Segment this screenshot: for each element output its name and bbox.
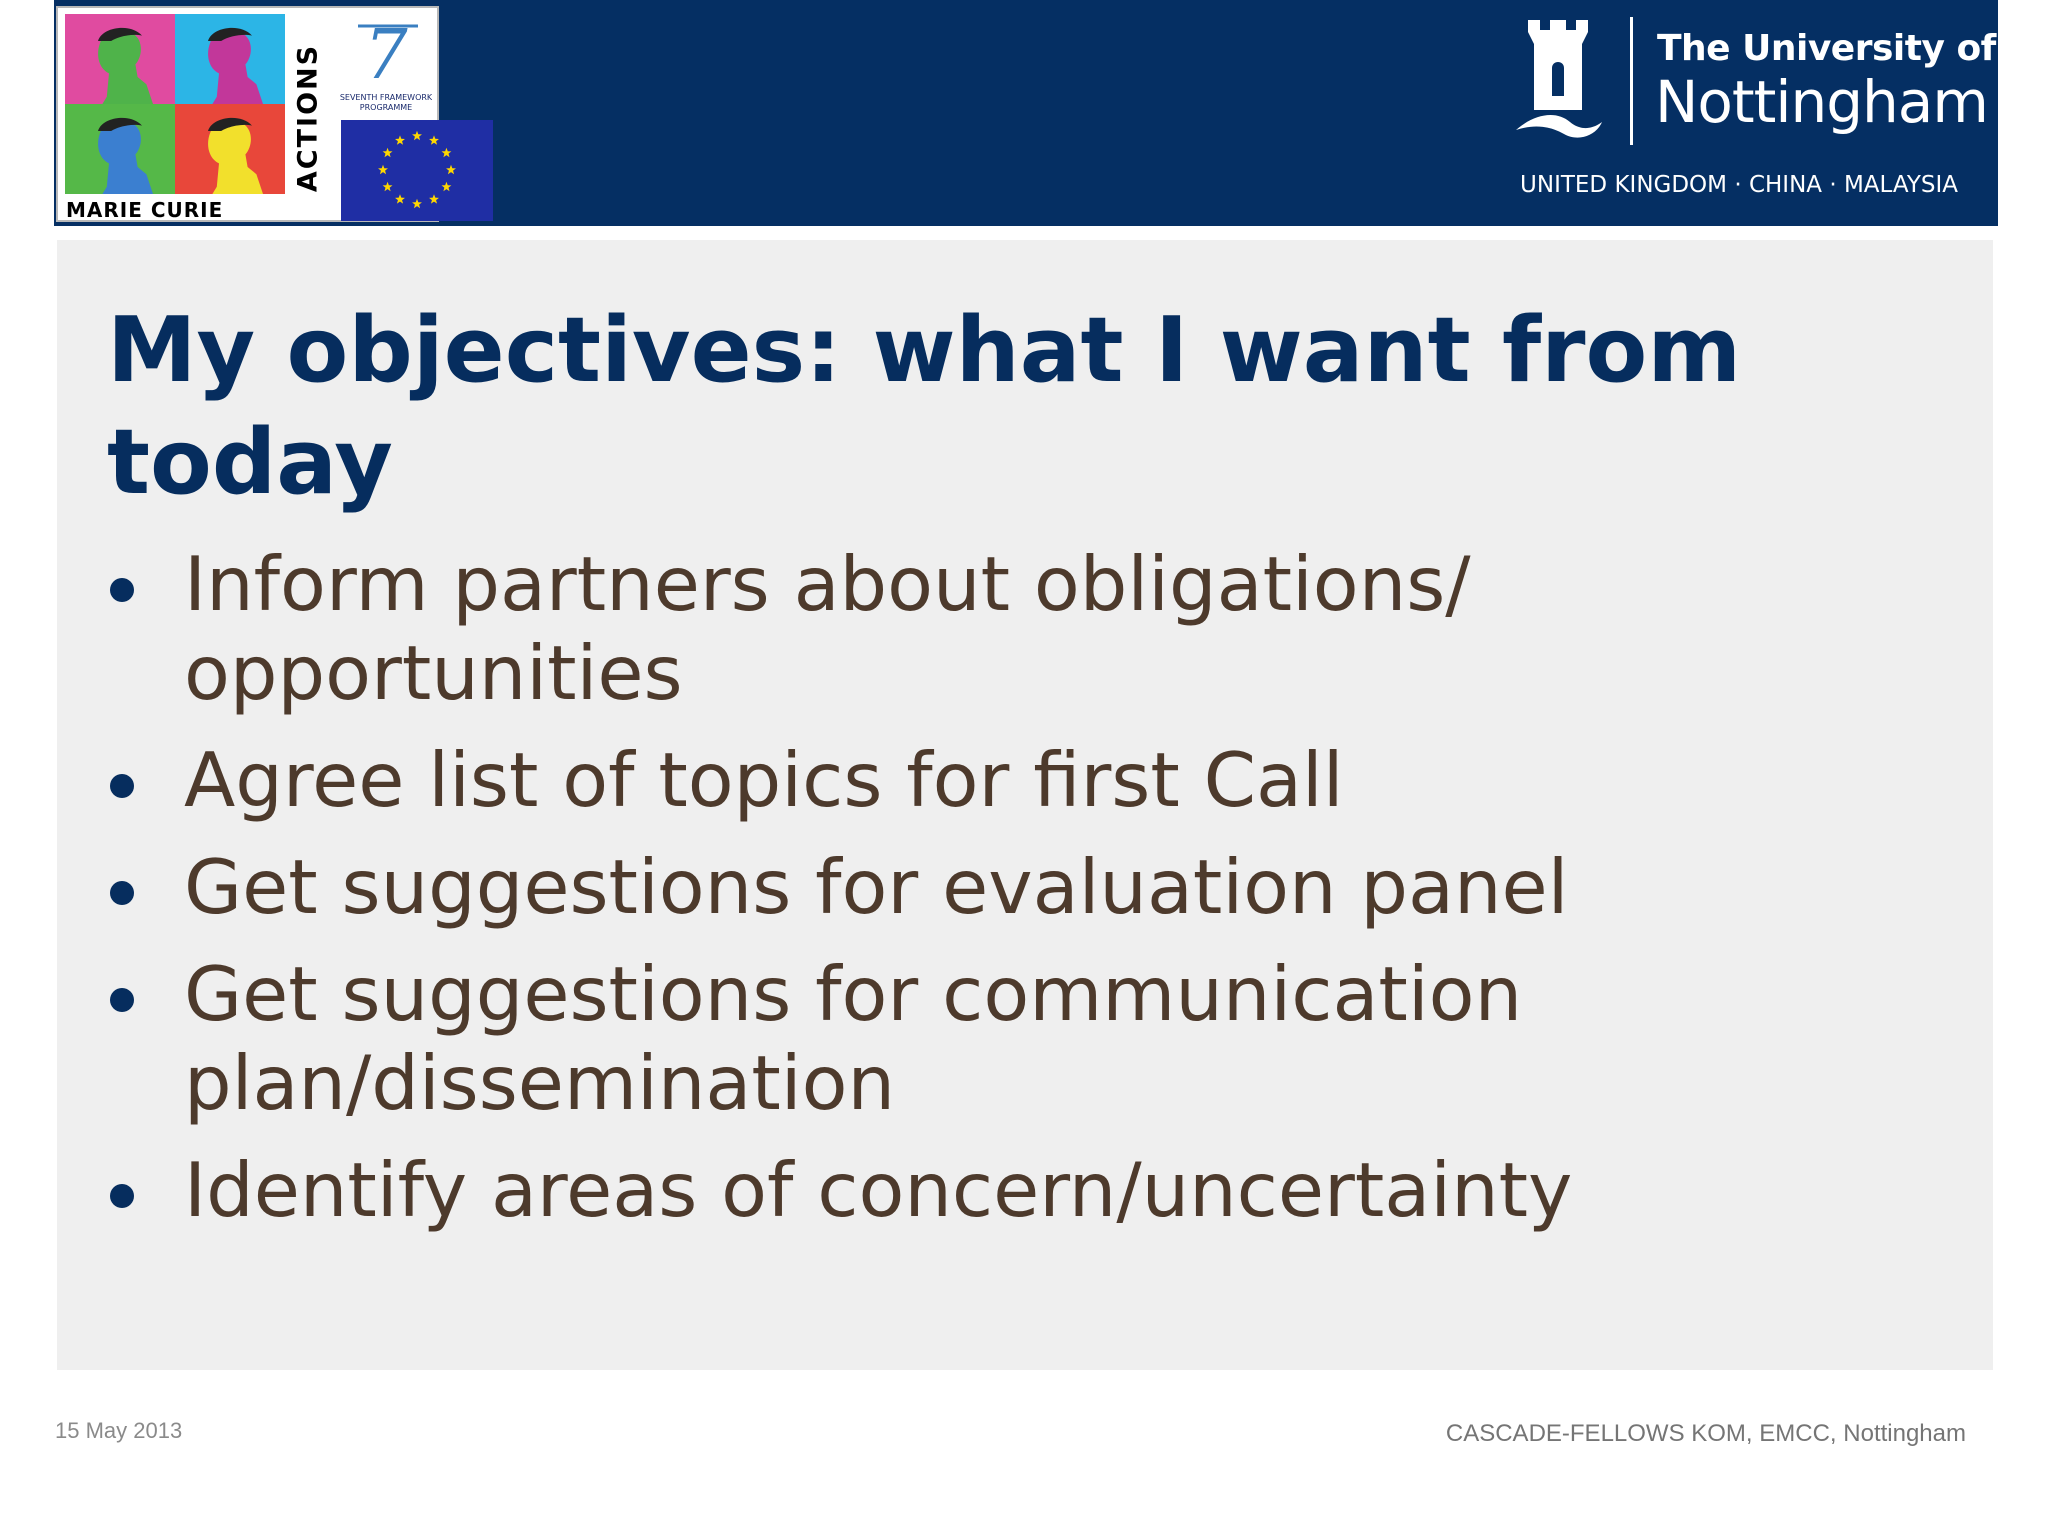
eu-star-icon: [442, 182, 452, 191]
bullet-icon: [110, 881, 134, 905]
eu-star-icon: [442, 148, 452, 157]
eu-star-icon: [395, 135, 405, 144]
university-name-line2: Nottingham: [1655, 68, 1988, 136]
list-item: [107, 540, 1927, 718]
list-item: [107, 950, 1927, 1128]
actions-label: ACTIONS: [292, 43, 324, 193]
content-panel: [57, 240, 1993, 1370]
marie-curie-label: MARIE CURIE: [66, 198, 224, 222]
footer-date: 15 May 2013: [55, 1418, 183, 1443]
logo-divider: [1630, 17, 1633, 145]
bullet-icon: [110, 988, 134, 1012]
university-name-line1: The University of: [1657, 28, 1996, 69]
portrait-tile-pink: [65, 14, 175, 104]
actions-label-wrapper: [290, 14, 326, 222]
bullet-icon: [110, 578, 134, 602]
eu-star-icon: [412, 199, 422, 208]
eu-star-icon: [412, 131, 422, 140]
marie-curie-fp7-logo: [56, 6, 439, 222]
list-item-text: Inform partners about obligations/ opportunities: [184, 540, 1471, 717]
eu-star-icon: [446, 165, 456, 174]
eu-flag-icon: [341, 120, 493, 221]
fp7-numeral: 7: [364, 18, 408, 95]
portrait-tile-cyan: [175, 14, 285, 104]
list-item-text: Agree list of topics for first Call: [184, 736, 1344, 824]
list-item-text: Identify areas of concern/uncertainty: [184, 1146, 1573, 1234]
bullet-icon: [110, 1184, 134, 1208]
eu-star-icon: [383, 182, 393, 191]
eu-stars-circle: [341, 120, 493, 221]
list-item: [107, 1146, 1927, 1235]
list-item-text: Get suggestions for evaluation panel: [184, 843, 1569, 931]
nottingham-castle-crest-icon: [1512, 18, 1604, 144]
objectives-list: [107, 540, 1927, 1253]
eu-star-icon: [395, 194, 405, 203]
eu-star-icon: [378, 165, 388, 174]
list-item-text: Get suggestions for communication plan/dissemination: [184, 950, 1523, 1127]
bullet-icon: [110, 774, 134, 798]
eu-star-icon: [429, 135, 439, 144]
eu-star-icon: [429, 194, 439, 203]
footer-event-label: CASCADE-FELLOWS KOM, EMCC, Nottingham: [1445, 1420, 1966, 1447]
list-item: [107, 843, 1927, 932]
list-item: [107, 736, 1927, 825]
fp7-caption-line1: SEVENTH FRAMEWORK: [340, 93, 432, 102]
marie-curie-portrait-grid: [65, 14, 285, 194]
eu-star-icon: [383, 148, 393, 157]
portrait-tile-red: [175, 104, 285, 194]
portrait-tile-green: [65, 104, 175, 194]
fp7-caption-line2: PROGRAMME: [359, 103, 413, 112]
slide-title: My objectives: what I want from today: [107, 298, 1742, 515]
fp7-logo: [340, 18, 432, 118]
university-campuses: UNITED KINGDOM · CHINA · MALAYSIA: [1520, 172, 1958, 198]
